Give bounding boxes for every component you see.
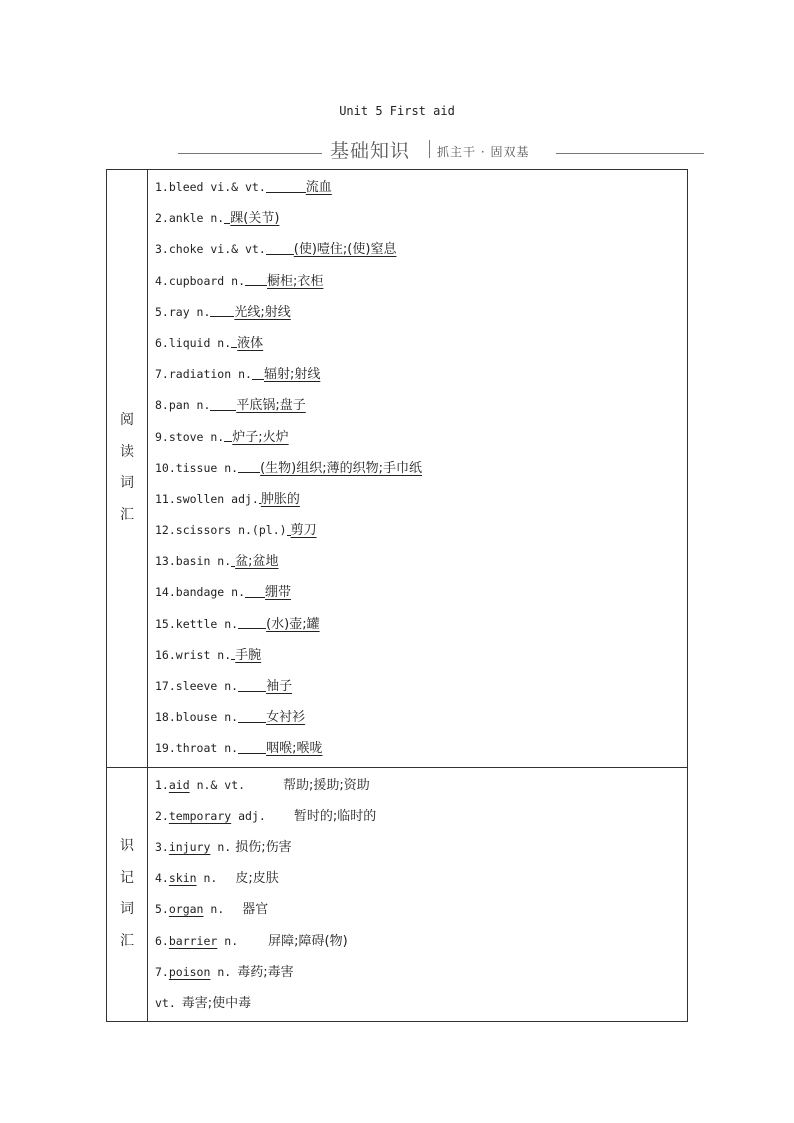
vocab-word: organ [168, 902, 204, 917]
vocab-item: 4.cupboard n. 橱柜;衣柜 [155, 273, 324, 289]
vocab-word: poison [168, 964, 211, 979]
vocab-answer: 辐射;射线 [263, 367, 321, 383]
vocab-answer: 流血 [305, 180, 332, 195]
label-char: 记 [120, 869, 134, 886]
vocab-answer: (使)噎住;(使)窒息 [293, 242, 397, 258]
vocab-answer: 绷带 [265, 585, 292, 601]
vocab-answer: (水)壶;罐 [266, 616, 320, 632]
vocab-word: barrier [168, 933, 218, 948]
vocab-item: 1.aid n.& vt. 帮助;援助;资助 [155, 777, 370, 793]
banner-subtitle: 抓主干 · 固双基 [437, 145, 530, 159]
vocab-answer: 炉子;火炉 [232, 429, 289, 445]
vocab-answer: 肿胀的 [260, 491, 300, 507]
vocab-item: 6.liquid n. 液体 [155, 335, 264, 351]
vocab-answer: 咽喉;喉咙 [266, 741, 323, 757]
label-char: 汇 [120, 932, 134, 949]
vocab-word: skin [168, 871, 197, 886]
vocab-item: 12.scissors n.(pl.) 剪刀 [155, 523, 317, 539]
vocab-item: 18.blouse n. 女衬衫 [155, 710, 306, 726]
reading-vocab-list [148, 170, 688, 768]
banner-divider [429, 140, 430, 158]
memorize-vocab-section [107, 767, 688, 1022]
section-banner [178, 136, 704, 162]
vocab-item: 19.throat n. 咽喉;喉咙 [155, 741, 323, 757]
vocab-item: 8.pan n. 平底锅;盘子 [155, 398, 306, 414]
memorize-vocab-label [107, 767, 148, 1022]
vocab-item: 15.kettle n. (水)壶;罐 [155, 616, 320, 632]
vocab-meaning: 毒害;使中毒 [181, 995, 252, 1011]
vocab-item: 11.swollen adj. 肿胀的 [155, 491, 300, 507]
vocab-answer: 盆;盆地 [235, 554, 279, 570]
vocab-word: aid [168, 777, 190, 792]
banner-rule-right [556, 153, 704, 154]
vocab-item-continuation: vt. 毒害;使中毒 [155, 995, 252, 1011]
vocab-item: 7.poison n. 毒药;毒害 [155, 964, 294, 980]
label-char: 词 [120, 475, 134, 492]
vocab-meaning: 皮;皮肤 [235, 871, 279, 887]
unit-title: Unit 5 First aid [339, 104, 455, 118]
label-char: 读 [120, 443, 134, 460]
vocab-item: 9.stove n. 炉子;火炉 [155, 429, 289, 445]
vocab-answer: 踝(关节) [230, 211, 280, 227]
vocab-item: 16.wrist n. 手腕 [155, 647, 262, 663]
vocab-item: 3.injury n. 损伤;伤害 [155, 839, 292, 855]
vocab-meaning: 暂时的;临时的 [293, 808, 377, 824]
vocab-meaning: 帮助;援助;资助 [283, 777, 370, 793]
vocab-item: 17.sleeve n. 袖子 [155, 679, 293, 694]
label-char: 识 [120, 838, 134, 855]
label-char: 阅 [120, 412, 134, 429]
vocab-item: 3.choke vi.& vt. (使)噎住;(使)窒息 [155, 242, 397, 258]
reading-vocab-label [107, 170, 148, 768]
vocab-answer: 光线;射线 [234, 304, 291, 320]
vocab-item: 7.radiation n. 辐射;射线 [155, 367, 321, 383]
vocab-answer: 女衬衫 [266, 710, 306, 726]
memorize-vocab-list [148, 767, 688, 1022]
vocab-answer: 平底锅;盘子 [236, 398, 306, 414]
banner-title: 基础知识 [330, 140, 411, 162]
vocab-answer: 剪刀 [290, 523, 317, 539]
vocab-answer: 橱柜;衣柜 [267, 273, 324, 289]
vocab-word: temporary [168, 808, 232, 823]
vocabulary-table [106, 169, 688, 1022]
vocab-item: 5.ray n. 光线;射线 [155, 304, 291, 320]
vocab-meaning: 器官 [242, 902, 269, 918]
vocab-item: 10.tissue n. (生物)组织;薄的织物;手巾纸 [155, 460, 422, 476]
label-char: 词 [120, 901, 134, 918]
vocab-item: 6.barrier n. 屏障;障碍(物) [155, 933, 348, 949]
vocab-item: 1.bleed vi.& vt. 流血 [155, 180, 332, 195]
vocab-answer: (生物)组织;薄的织物;手巾纸 [260, 460, 422, 476]
vocab-word: injury [168, 839, 211, 854]
vocab-meaning: 损伤;伤害 [235, 839, 292, 855]
banner-rule-left [178, 153, 322, 154]
vocab-item: 14.bandage n. 绷带 [155, 585, 292, 601]
vocab-meaning: 屏障;障碍(物) [268, 933, 348, 949]
vocab-answer: 手腕 [235, 647, 262, 663]
vocab-meaning: 毒药;毒害 [237, 964, 294, 980]
vocab-item: 5.organ n. 器官 [155, 902, 269, 918]
vocab-answer: 袖子 [266, 679, 293, 694]
label-char: 汇 [120, 506, 134, 523]
vocab-item: 13.basin n. 盆;盆地 [155, 554, 279, 570]
vocab-item: 2.temporary adj. 暂时的;临时的 [155, 808, 377, 824]
reading-vocab-section [107, 170, 688, 768]
vocab-answer: 液体 [237, 335, 264, 351]
vocab-item: 4.skin n. 皮;皮肤 [155, 871, 279, 887]
vocab-item: 2.ankle n. 踝(关节) [155, 211, 280, 227]
